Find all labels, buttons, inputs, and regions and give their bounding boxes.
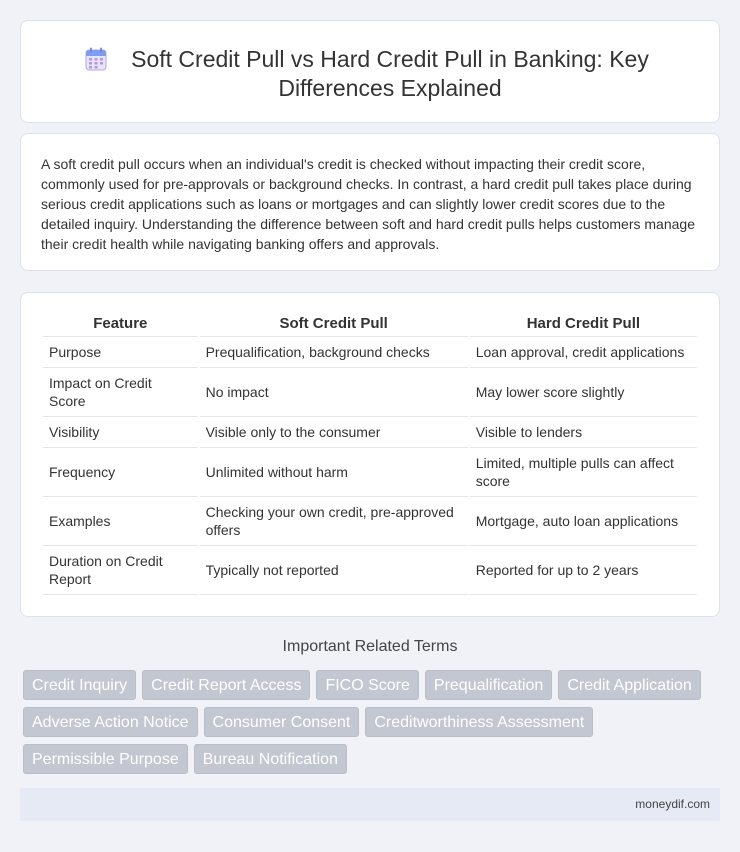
- table-row: [43, 337, 697, 368]
- comparison-card: [20, 292, 720, 617]
- row-soft: Prequalification, background checks: [200, 337, 468, 368]
- row-hard: May lower score slightly: [470, 368, 697, 417]
- table-header-row: [43, 315, 697, 337]
- row-feature: Visibility: [43, 417, 198, 448]
- footer-site[interactable]: moneydif.com: [635, 797, 710, 811]
- page-title: Soft Credit Pull vs Hard Credit Pull in Banking: Key Differences Explained: [131, 46, 649, 101]
- tag-permissible-purpose[interactable]: Permissible Purpose: [23, 744, 188, 774]
- header-hard: Hard Credit Pull: [470, 315, 697, 337]
- related-terms-list: [23, 670, 723, 781]
- tag-credit-inquiry[interactable]: Credit Inquiry: [23, 670, 136, 700]
- table-row: [43, 417, 697, 448]
- row-soft: No impact: [200, 368, 468, 417]
- tag-consumer-consent[interactable]: Consumer Consent: [204, 707, 360, 737]
- row-feature: Duration on Credit Report: [43, 546, 198, 595]
- tag-creditworthiness-assessment[interactable]: Creditworthiness Assessment: [365, 707, 593, 737]
- table-row: [43, 546, 697, 595]
- related-terms-title: Important Related Terms: [282, 638, 458, 655]
- row-soft: Unlimited without harm: [200, 448, 468, 497]
- header-feature: Feature: [43, 315, 198, 337]
- header-soft: Soft Credit Pull: [200, 315, 468, 337]
- tag-credit-report-access[interactable]: Credit Report Access: [142, 670, 310, 700]
- tag-fico-score[interactable]: FICO Score: [316, 670, 418, 700]
- row-feature: Examples: [43, 497, 198, 546]
- comparison-table: [41, 315, 699, 595]
- row-feature: Frequency: [43, 448, 198, 497]
- row-soft: Visible only to the consumer: [200, 417, 468, 448]
- table-row: [43, 448, 697, 497]
- row-feature: Purpose: [43, 337, 198, 368]
- row-hard: Reported for up to 2 years: [470, 546, 697, 595]
- row-soft: Checking your own credit, pre-approved offers: [200, 497, 468, 546]
- table-row: [43, 368, 697, 417]
- title-card: [20, 20, 720, 123]
- row-hard: Mortgage, auto loan applications: [470, 497, 697, 546]
- table-row: [43, 497, 697, 546]
- row-hard: Limited, multiple pulls can affect score: [470, 448, 697, 497]
- summary-text: A soft credit pull occurs when an individual's credit is checked without impacting their credit score, commonly used for pre-approvals or background checks. In contrast, a hard credit pull takes place during serious credit applications such as loans or mortgages and can slightly lower credit scores due to the detailed inquiry. Understanding the difference between soft and hard credit pulls helps customers manage their credit health while navigating banking offers and approvals.: [41, 156, 695, 252]
- footer: [20, 788, 720, 821]
- row-hard: Loan approval, credit applications: [470, 337, 697, 368]
- row-feature: Impact on Credit Score: [43, 368, 198, 417]
- tag-credit-application[interactable]: Credit Application: [558, 670, 701, 700]
- tag-prequalification[interactable]: Prequalification: [425, 670, 552, 700]
- summary-card: [20, 133, 720, 271]
- tag-bureau-notification[interactable]: Bureau Notification: [194, 744, 347, 774]
- row-soft: Typically not reported: [200, 546, 468, 595]
- tag-adverse-action-notice[interactable]: Adverse Action Notice: [23, 707, 198, 737]
- row-hard: Visible to lenders: [470, 417, 697, 448]
